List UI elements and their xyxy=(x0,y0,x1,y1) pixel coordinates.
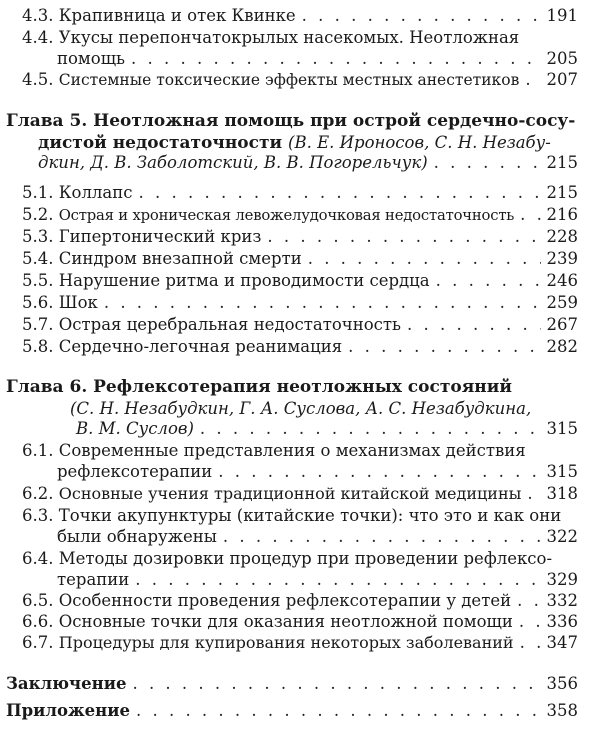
toc-entry-5-8[interactable] xyxy=(22,337,578,357)
toc-entry-6-3-line1[interactable] xyxy=(22,506,578,526)
entry-title: Острая церебральная недостаточность xyxy=(58,315,402,334)
entry-page: 322 xyxy=(546,527,578,546)
toc-entry-5-4[interactable] xyxy=(22,249,578,269)
leader-dots xyxy=(139,183,541,203)
leader-dots xyxy=(525,70,540,90)
toc-entry-5-1[interactable] xyxy=(22,183,578,203)
entry-number: 5.1. xyxy=(22,183,54,202)
entry-page: 336 xyxy=(546,612,578,631)
leader-dots xyxy=(302,6,541,26)
toc-entry-6-4-line1[interactable] xyxy=(22,549,578,569)
entry-page: 347 xyxy=(546,633,578,652)
entry-title: Особенности проведения рефлексотерапии у детей xyxy=(58,591,512,610)
entry-title: Гипертонический криз xyxy=(58,227,262,246)
leader-dots xyxy=(407,315,540,335)
entry-number: 4.3. xyxy=(22,6,54,25)
entry-page: 246 xyxy=(546,271,578,290)
entry-title-continued: были обнаружены xyxy=(57,527,217,546)
entry-page: 205 xyxy=(546,49,578,68)
leader-dots xyxy=(519,612,541,632)
entry-number: 6.3. xyxy=(22,506,54,525)
entry-number: 6.4. xyxy=(22,549,54,568)
leader-dots xyxy=(308,249,541,269)
leader-dots xyxy=(132,674,540,694)
toc-entry-5-2[interactable] xyxy=(22,205,578,226)
entry-title: Основные учения традиционной китайской медицины xyxy=(58,484,522,503)
toc-entry-6-6[interactable] xyxy=(22,612,578,632)
entry-title: Шок xyxy=(58,293,98,312)
toc-entry-6-2[interactable] xyxy=(22,484,578,504)
entry-title: Приложение xyxy=(6,701,130,720)
entry-page: 191 xyxy=(546,6,578,25)
leader-dots xyxy=(434,153,541,173)
entry-title: Методы дозировки процедур при проведении рефлексо- xyxy=(58,549,553,568)
entry-title-continued: рефлексотерапии xyxy=(57,462,213,481)
leader-dots xyxy=(267,227,540,247)
toc-entry-5-6[interactable] xyxy=(22,293,578,313)
leader-dots xyxy=(136,701,541,721)
entry-page: 267 xyxy=(546,315,578,334)
chapter-5-title-continued: дистой недостаточности xyxy=(38,133,283,153)
entry-number: 6.5. xyxy=(22,591,54,610)
entry-number: 5.8. xyxy=(22,337,54,356)
entry-title: Крапивница и отек Квинке xyxy=(58,6,296,25)
entry-page: 358 xyxy=(546,701,578,720)
chapter-6-authors-line2[interactable] xyxy=(76,419,578,439)
chapter-5-authors: (В. Е. Ироносов, С. Н. Незабу- xyxy=(288,133,551,152)
toc-entry-4-4-line2[interactable] xyxy=(57,49,578,69)
toc-entry-5-3[interactable] xyxy=(22,227,578,247)
toc-entry-6-7[interactable] xyxy=(22,633,578,653)
entry-number: 5.7. xyxy=(22,315,54,334)
leader-dots xyxy=(527,484,540,504)
leader-dots xyxy=(218,462,540,482)
chapter-6-title[interactable]: Глава 6. Рефлексотерапия неотложных состояний xyxy=(6,377,512,397)
leader-dots xyxy=(223,527,541,547)
toc-entry-appendix[interactable] xyxy=(6,701,578,721)
toc-entry-6-5[interactable] xyxy=(22,591,578,611)
chapter-5-page: 215 xyxy=(546,153,578,172)
toc-entry-conclusion[interactable] xyxy=(6,674,578,694)
entry-number: 5.6. xyxy=(22,293,54,312)
chapter-6-authors-line1: (С. Н. Незабудкин, Г. А. Суслова, А. С. Незабудкина, xyxy=(70,399,532,418)
chapter-5-authors-line[interactable] xyxy=(38,153,578,173)
entry-page: 332 xyxy=(546,591,578,610)
toc-entry-6-1-line2[interactable] xyxy=(57,462,578,482)
entry-number: 6.2. xyxy=(22,484,54,503)
entry-number: 5.5. xyxy=(22,271,54,290)
entry-page: 356 xyxy=(546,674,578,693)
chapter-6-authors-continued: В. М. Суслов) xyxy=(76,419,194,438)
toc-entry-6-1-line1[interactable] xyxy=(22,441,578,461)
entry-number: 6.7. xyxy=(22,633,54,652)
toc-entry-4-5[interactable] xyxy=(22,70,578,90)
entry-title: Процедуры для купирования некоторых заболеваний xyxy=(58,633,514,652)
toc-entry-5-7[interactable] xyxy=(22,315,578,335)
leader-dots xyxy=(348,337,540,357)
toc-entry-4-4-line1[interactable] xyxy=(22,28,578,48)
leader-dots xyxy=(135,570,540,590)
entry-page: 329 xyxy=(546,570,578,589)
leader-dots xyxy=(104,293,541,313)
entry-title: Основные точки для оказания неотложной помощи xyxy=(58,612,513,631)
toc-entry-6-3-line2[interactable] xyxy=(57,527,578,547)
entry-number: 4.5. xyxy=(22,70,54,89)
leader-dots xyxy=(200,419,541,439)
entry-page: 239 xyxy=(546,249,578,268)
entry-number: 6.1. xyxy=(22,441,54,460)
entry-title: Заключение xyxy=(6,674,127,693)
toc-entry-6-4-line2[interactable] xyxy=(57,570,578,590)
entry-number: 6.6. xyxy=(22,612,54,631)
entry-title: Точки акупунктуры (китайские точки): что это и как они xyxy=(58,506,562,525)
entry-page: 215 xyxy=(546,183,578,202)
entry-number: 5.3. xyxy=(22,227,54,246)
leader-dots xyxy=(131,49,540,69)
entry-title: Коллапс xyxy=(58,183,133,202)
entry-title: Сердечно-легочная реанимация xyxy=(58,337,343,356)
chapter-5-title-line1[interactable]: Глава 5. Неотложная помощь при острой сердечно-сосу- xyxy=(6,111,576,131)
entry-title: Современные представления о механизмах действия xyxy=(58,441,526,460)
entry-title: Острая и хроническая левожелудочковая недостаточность xyxy=(58,207,515,224)
chapter-6-page: 315 xyxy=(546,419,578,438)
entry-page: 228 xyxy=(546,227,578,246)
toc-entry-4-3[interactable] xyxy=(22,6,578,26)
chapter-5-authors-continued: дкин, Д. В. Заболотский, В. В. Погорельчук) xyxy=(38,153,428,172)
entry-page: 216 xyxy=(546,205,578,224)
chapter-5-title-line2[interactable] xyxy=(38,132,551,154)
entry-number: 5.4. xyxy=(22,249,54,268)
leader-dots xyxy=(436,271,541,291)
entry-number: 4.4. xyxy=(22,28,54,47)
leader-dots xyxy=(520,633,541,653)
entry-title-continued: терапии xyxy=(57,570,130,589)
entry-page: 259 xyxy=(546,293,578,312)
entry-page: 318 xyxy=(546,484,578,503)
entry-title: Синдром внезапной смерти xyxy=(58,249,302,268)
toc-entry-5-5[interactable] xyxy=(22,271,578,291)
entry-page: 315 xyxy=(546,462,578,481)
entry-page: 282 xyxy=(546,337,578,356)
entry-title: Системные токсические эффекты местных анестетиков xyxy=(58,71,520,89)
leader-dots xyxy=(517,591,540,611)
entry-title: Укусы перепончатокрылых насекомых. Неотложная xyxy=(58,28,520,47)
entry-title: Нарушение ритма и проводимости сердца xyxy=(58,271,430,290)
entry-number: 5.2. xyxy=(22,205,54,224)
entry-title-continued: помощь xyxy=(57,49,126,68)
entry-page: 207 xyxy=(546,70,578,89)
leader-dots xyxy=(520,205,540,225)
